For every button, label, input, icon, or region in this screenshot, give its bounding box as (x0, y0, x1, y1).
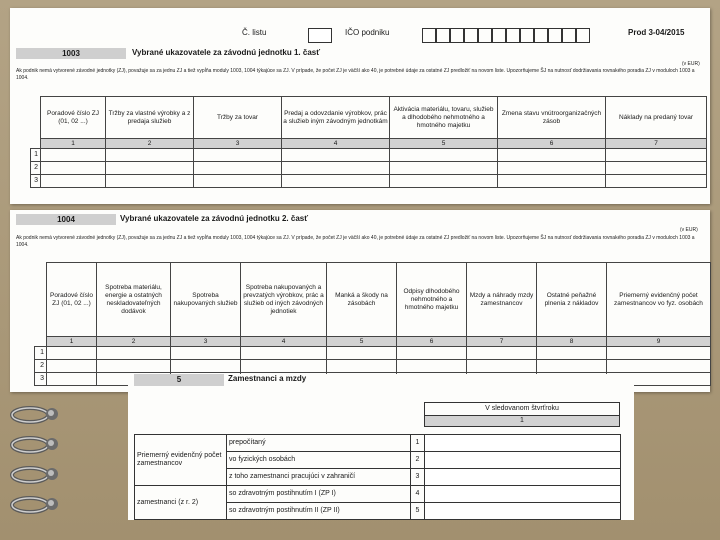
col-number: 2 (106, 139, 194, 149)
table-row (35, 360, 711, 373)
table-cell[interactable] (606, 175, 707, 188)
col-number: 4 (241, 337, 327, 347)
table-cell[interactable] (47, 360, 97, 373)
row-number: 2 (411, 452, 425, 469)
col-header-internal-purchases: Spotreba nakupovaných a prevzatých výrobkov, prác a služieb od iných závodných jednotiek (241, 263, 327, 337)
row-number: 1 (411, 435, 425, 452)
col-number: 6 (498, 139, 606, 149)
table-cell[interactable] (606, 162, 707, 175)
value-cell[interactable] (425, 452, 621, 469)
table-cell[interactable] (397, 347, 467, 360)
row-number: 3 (411, 469, 425, 486)
module-number-badge: 1004 (16, 214, 116, 225)
row-number: 3 (31, 175, 41, 188)
table-cell[interactable] (106, 175, 194, 188)
col-header-order: Poradové číslo ZJ (01, 02 ...) (41, 97, 106, 139)
table-cell[interactable] (97, 360, 171, 373)
row-number: 3 (35, 373, 47, 386)
period-header: V sledovanom štvrťroku (425, 403, 620, 416)
module-title: Vybrané ukazovatele za závodnú jednotku 2. časť (120, 214, 309, 223)
table-cell[interactable] (606, 149, 707, 162)
col-header-avg-employees: Priemerný evidenčný počet zamestnancov vo fyz. osobách (607, 263, 711, 337)
table-cell[interactable] (194, 162, 282, 175)
value-cell[interactable] (425, 486, 621, 503)
form-sheet-module-1003 (10, 8, 710, 204)
row-number: 1 (31, 149, 41, 162)
row-label: vo fyzických osobách (227, 452, 411, 469)
list-number-label: Č. listu (242, 28, 267, 37)
col-number: 3 (194, 139, 282, 149)
binder-ring-icon (8, 432, 68, 458)
row-number: 2 (31, 162, 41, 175)
col-header-sales-products: Tržby za vlastné výrobky a z predaja služieb (106, 97, 194, 139)
col-header-order: Poradové číslo ZJ (01, 02 ...) (47, 263, 97, 337)
table-cell[interactable] (467, 347, 537, 360)
table-cell[interactable] (327, 360, 397, 373)
table-cell[interactable] (282, 149, 390, 162)
col-number: 7 (606, 139, 707, 149)
binder-ring-icon (8, 402, 68, 428)
table-cell[interactable] (194, 175, 282, 188)
row-label: prepočítaný (227, 435, 411, 452)
col-number: 1 (41, 139, 106, 149)
ico-label: IČO podniku (345, 28, 390, 37)
row-number: 4 (411, 486, 425, 503)
table-cell[interactable] (390, 149, 498, 162)
table-cell[interactable] (194, 149, 282, 162)
col-header-stock-change: Zmena stavu vnútroorganizačných zásob (498, 97, 606, 139)
binder-ring-icon (8, 462, 68, 488)
col-header-sales-goods: Tržby za tovar (194, 97, 282, 139)
binder-ring-icon (8, 492, 68, 518)
module-title: Vybrané ukazovatele za závodnú jednotku 1. časť (132, 48, 321, 57)
value-cell[interactable] (425, 435, 621, 452)
value-cell[interactable] (425, 469, 621, 486)
table-row (135, 435, 621, 452)
col-header-activation: Aktivácia materiálu, tovaru, služieb a dlhodobého nehmotného a hmotného majetku (390, 97, 498, 139)
row-number: 5 (411, 503, 425, 520)
table-cell[interactable] (106, 149, 194, 162)
table-cell[interactable] (47, 347, 97, 360)
table-row (31, 162, 707, 175)
col-header-materials: Spotreba materiálu, energie a ostatných neskladovateľných dodávok (97, 263, 171, 337)
form-sheet-module-1004 (10, 210, 710, 392)
table-row (31, 149, 707, 162)
col-header-depreciation: Odpisy dlhodobého nehmotného a hmotného majetku (397, 263, 467, 337)
table-row (35, 347, 711, 360)
section-number-badge: 5 (134, 374, 224, 386)
col-number: 9 (607, 337, 711, 347)
unit-label: (v EUR) (680, 227, 698, 233)
employees-table (134, 434, 621, 520)
table-cell[interactable] (537, 347, 607, 360)
col-number: 3 (171, 337, 241, 347)
group-label-employees-disabled: zamestnanci (z r. 2) (135, 486, 227, 520)
col-number: 1 (47, 337, 97, 347)
col-number: 7 (467, 337, 537, 347)
table-cell[interactable] (41, 175, 106, 188)
table-cell[interactable] (607, 360, 711, 373)
col-number: 5 (390, 139, 498, 149)
row-number: 1 (35, 347, 47, 360)
table-cell[interactable] (467, 360, 537, 373)
table-cell[interactable] (282, 175, 390, 188)
table-cell[interactable] (106, 162, 194, 175)
table-cell[interactable] (390, 175, 498, 188)
table-cell[interactable] (171, 347, 241, 360)
row-label: so zdravotným postihnutím I (ZP I) (227, 486, 411, 503)
form-header (10, 8, 710, 48)
unit-label: (v EUR) (682, 61, 700, 67)
table-row (31, 175, 707, 188)
col-number: 2 (97, 337, 171, 347)
module-1004-table (34, 262, 711, 386)
value-cell[interactable] (425, 503, 621, 520)
row-number: 2 (35, 360, 47, 373)
col-number: 5 (327, 337, 397, 347)
table-cell[interactable] (397, 360, 467, 373)
table-cell[interactable] (47, 373, 97, 386)
module-1003-table (30, 96, 707, 188)
form-sheet-section-5 (128, 374, 634, 520)
table-cell[interactable] (607, 347, 711, 360)
list-number-field[interactable] (308, 28, 332, 43)
col-header-services: Spotreba nakupovaných služieb (171, 263, 241, 337)
table-cell[interactable] (537, 360, 607, 373)
table-cell[interactable] (171, 360, 241, 373)
table-cell[interactable] (241, 360, 327, 373)
col-header-cost-goods: Náklady na predaný tovar (606, 97, 707, 139)
table-cell[interactable] (41, 162, 106, 175)
table-row (135, 486, 621, 503)
col-number: 8 (537, 337, 607, 347)
table-cell[interactable] (241, 347, 327, 360)
col-number: 4 (282, 139, 390, 149)
col-header-wages: Mzdy a náhrady mzdy zamestnancov (467, 263, 537, 337)
col-header-internal-sales: Predaj a odovzdanie výrobkov, prác a služieb iným závodným jednotkám (282, 97, 390, 139)
group-label-avg-employees: Priemerný evidenčný počet zamestnancov (135, 435, 227, 486)
row-label: z toho zamestnanci pracujúci v zahraničí (227, 469, 411, 486)
table-cell[interactable] (390, 162, 498, 175)
row-label: so zdravotným postihnutím II (ZP II) (227, 503, 411, 520)
table-cell[interactable] (498, 175, 606, 188)
module-number-badge: 1003 (16, 48, 126, 59)
table-cell[interactable] (97, 347, 171, 360)
table-cell[interactable] (327, 347, 397, 360)
period-col-number: 1 (425, 416, 620, 427)
period-header-table (424, 402, 620, 427)
module-note: Ak podnik nemá vytvorené závodné jednotky (ZJ), považuje sa za jednu ZJ a tiež vypĺňa moduly 1003, 1004 týkajúce sa ZJ. V prípade, že počet ZJ je väčší ako 40, je potrebné údaje za ostatné ZJ predložiť na novom liste. Upozorňujeme ŠJ na nutnosť dodržiavania rovnakého poradia ZJ v moduloch 1003 a 1004. (16, 235, 695, 248)
form-code: Prod 3-04/2015 (628, 28, 685, 37)
col-header-other-payments: Ostatné peňažné plnenia z nákladov (537, 263, 607, 337)
module-note: Ak podnik nemá vytvorené závodné jednotky (ZJ), považuje sa za jednu ZJ a tiež vypĺňa moduly 1003, 1004 týkajúce sa ZJ. V prípade, že počet ZJ je väčší ako 40, je potrebné údaje za ostatné ZJ predložiť na novom liste. Upozorňujeme ŠJ na nutnosť dodržiavania rovnakého poradia ZJ v moduloch 1003 a 1004. (16, 68, 695, 81)
table-cell[interactable] (498, 162, 606, 175)
table-cell[interactable] (498, 149, 606, 162)
table-cell[interactable] (282, 162, 390, 175)
table-cell[interactable] (41, 149, 106, 162)
col-number: 6 (397, 337, 467, 347)
col-header-shortages: Manká a škody na zásobách (327, 263, 397, 337)
section-title: Zamestnanci a mzdy (228, 374, 307, 383)
